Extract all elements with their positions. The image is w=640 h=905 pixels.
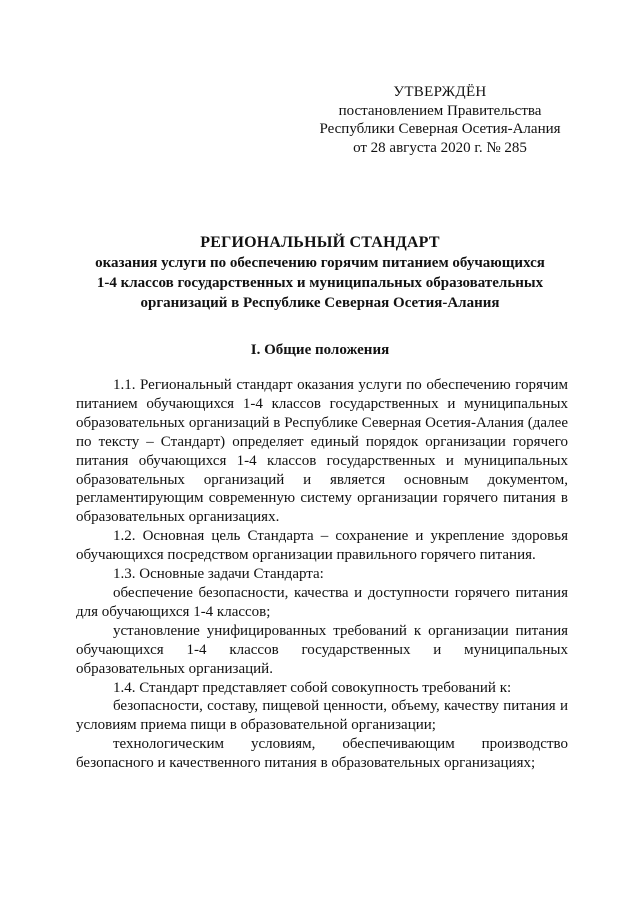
paragraph-1-1: 1.1. Региональный стандарт оказания услуги по обеспечению горячим питанием обучающихся 1-4 классов государственных и муниципальных образовательных организаций в Республике Северная Осетия-Алания (далее по тексту – Стандарт) определяет единый порядок организации горячего питания обучающихся 1-4 классов государственных и муниципальных образовательных организаций и является основным документом, регламентирующим современную систему организации горячего питания в образовательных организациях. (76, 377, 568, 526)
paragraph-1-4: 1.4. Стандарт представляет собой совокупность требований к: (113, 679, 512, 696)
approval-date-line: от 28 августа 2020 г. № 285 (353, 139, 527, 156)
approval-line: Республики Северная Осетия-Алания (319, 121, 561, 137)
paragraph-task-1: обеспечение безопасности, качества и доступности горячего питания для обучающихся 1-4 классов; (76, 584, 568, 620)
approval-block (300, 83, 580, 157)
paragraph-1-2: 1.2. Основная цель Стандарта – сохранение и укрепление здоровья обучающихся посредством организации правильного горячего питания. (76, 528, 568, 564)
document-title-main: РЕГИОНАЛЬНЫЙ СТАНДАРТ (200, 234, 440, 251)
document-title (60, 233, 580, 313)
document-title-line: 1-4 классов государственных и муниципальных образовательных (96, 275, 544, 291)
document-title-line: оказания услуги по обеспечению горячим питанием обучающихся (95, 255, 545, 271)
section-heading: I. Общие положения (250, 342, 390, 358)
approval-title: УТВЕРЖДЁН (393, 84, 487, 100)
paragraph-requirement-1: безопасности, составу, пищевой ценности, объему, качеству питания и условиям приема пищи в образовательной организации; (76, 698, 568, 734)
paragraph-task-2: установление унифицированных требований к организации питания обучающихся 1-4 классов государственных и муниципальных образовательных организаций. (76, 622, 568, 677)
document-title-line: организаций в Республике Северная Осетия-Алания (140, 295, 500, 311)
paragraph-1-3: 1.3. Основные задачи Стандарта: (113, 566, 324, 583)
paragraph-requirement-2: технологическим условиям, обеспечивающим производство безопасного и качественного питания в образовательных организациях; (76, 736, 568, 772)
approval-line: постановлением Правительства (338, 102, 542, 119)
document-body (76, 376, 568, 773)
